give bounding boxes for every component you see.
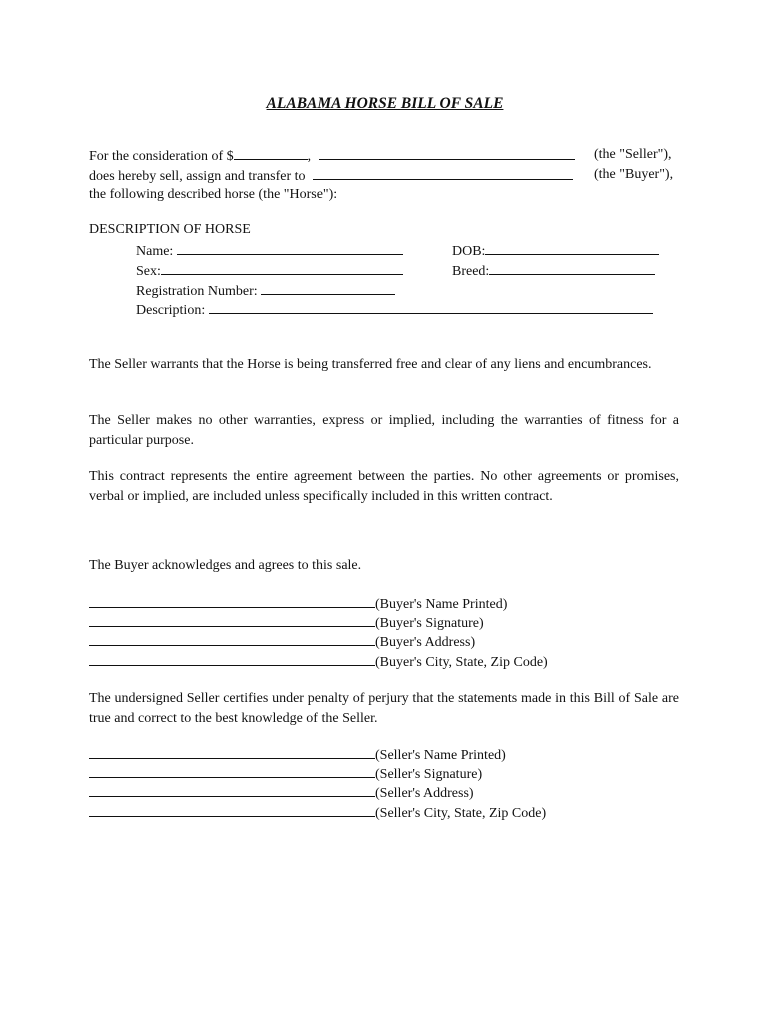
consideration-amount-field[interactable]: [234, 146, 308, 160]
registration-number-field[interactable]: [261, 281, 395, 295]
buyer-city-label: (Buyer's City, State, Zip Code): [375, 655, 548, 670]
seller-city-field[interactable]: [89, 803, 375, 817]
seller-city-label: (Seller's City, State, Zip Code): [375, 806, 547, 821]
intro-line-1: [89, 146, 575, 166]
buyer-name-printed-field[interactable]: [89, 594, 375, 608]
comma: ,: [307, 149, 312, 164]
seller-name-printed-field[interactable]: [89, 745, 375, 759]
buyer-name-printed-label: (Buyer's Name Printed): [375, 597, 508, 612]
sex-label: Sex:: [136, 264, 161, 279]
seller-city-row: [89, 803, 546, 823]
sex-row: [136, 261, 403, 281]
consideration-label: For the consideration of $: [89, 149, 234, 164]
seller-label: (the "Seller"),: [594, 147, 672, 162]
name-label: Name:: [136, 244, 174, 259]
seller-name-field[interactable]: [319, 146, 575, 160]
buyer-acknowledgement: The Buyer acknowledges and agrees to this sale.: [89, 558, 362, 573]
buyer-signature-row: [89, 613, 484, 633]
horse-breed-field[interactable]: [489, 261, 655, 275]
breed-row: [452, 261, 655, 281]
buyer-address-label: (Buyer's Address): [375, 635, 476, 650]
seller-certification-paragraph: The undersigned Seller certifies under penalty of perjury that the statements made in this Bill of Sale are true and correct to the best knowledge of the Seller.: [89, 691, 679, 726]
buyer-signature-field[interactable]: [89, 613, 375, 627]
horse-name-field[interactable]: [177, 241, 403, 255]
seller-address-row: [89, 783, 474, 803]
seller-name-printed-row: [89, 745, 506, 765]
buyer-city-field[interactable]: [89, 652, 375, 666]
seller-address-field[interactable]: [89, 783, 375, 797]
buyer-name-printed-row: [89, 594, 507, 614]
seller-signature-field[interactable]: [89, 764, 375, 778]
transfer-label: does hereby sell, assign and transfer to: [89, 169, 306, 184]
buyer-signature-label: (Buyer's Signature): [375, 616, 484, 631]
seller-address-label: (Seller's Address): [375, 786, 474, 801]
name-row: [136, 241, 403, 261]
registration-label: Registration Number:: [136, 284, 258, 299]
description-label: Description:: [136, 303, 206, 318]
description-row: [136, 300, 653, 320]
no-other-warranties-paragraph: The Seller makes no other warranties, express or implied, including the warranties of fitness for a particular purpose.: [89, 413, 679, 448]
buyer-address-row: [89, 632, 475, 652]
buyer-city-row: [89, 652, 548, 672]
intro-line-3: the following described horse (the "Horse"):: [89, 187, 338, 202]
seller-signature-row: [89, 764, 482, 784]
horse-dob-field[interactable]: [485, 241, 659, 255]
intro-line-2: [89, 166, 573, 186]
dob-row: [452, 241, 659, 261]
buyer-address-field[interactable]: [89, 632, 375, 646]
horse-description-field[interactable]: [209, 300, 653, 314]
horse-sex-field[interactable]: [161, 261, 403, 275]
entire-agreement-paragraph: This contract represents the entire agreement between the parties. No other agreements or promises, verbal or implied, are included unless specifically included in this written contract.: [89, 469, 679, 504]
registration-row: [136, 281, 395, 301]
dob-label: DOB:: [452, 244, 486, 259]
description-heading: DESCRIPTION OF HORSE: [89, 222, 251, 237]
warranty-paragraph: The Seller warrants that the Horse is being transferred free and clear of any liens and encumbrances.: [89, 357, 652, 372]
document-title: ALABAMA HORSE BILL OF SALE: [266, 95, 504, 112]
buyer-label: (the "Buyer"),: [594, 167, 674, 182]
breed-label: Breed:: [452, 264, 490, 279]
buyer-name-field[interactable]: [313, 166, 573, 180]
seller-name-printed-label: (Seller's Name Printed): [375, 748, 506, 763]
seller-signature-label: (Seller's Signature): [375, 767, 483, 782]
